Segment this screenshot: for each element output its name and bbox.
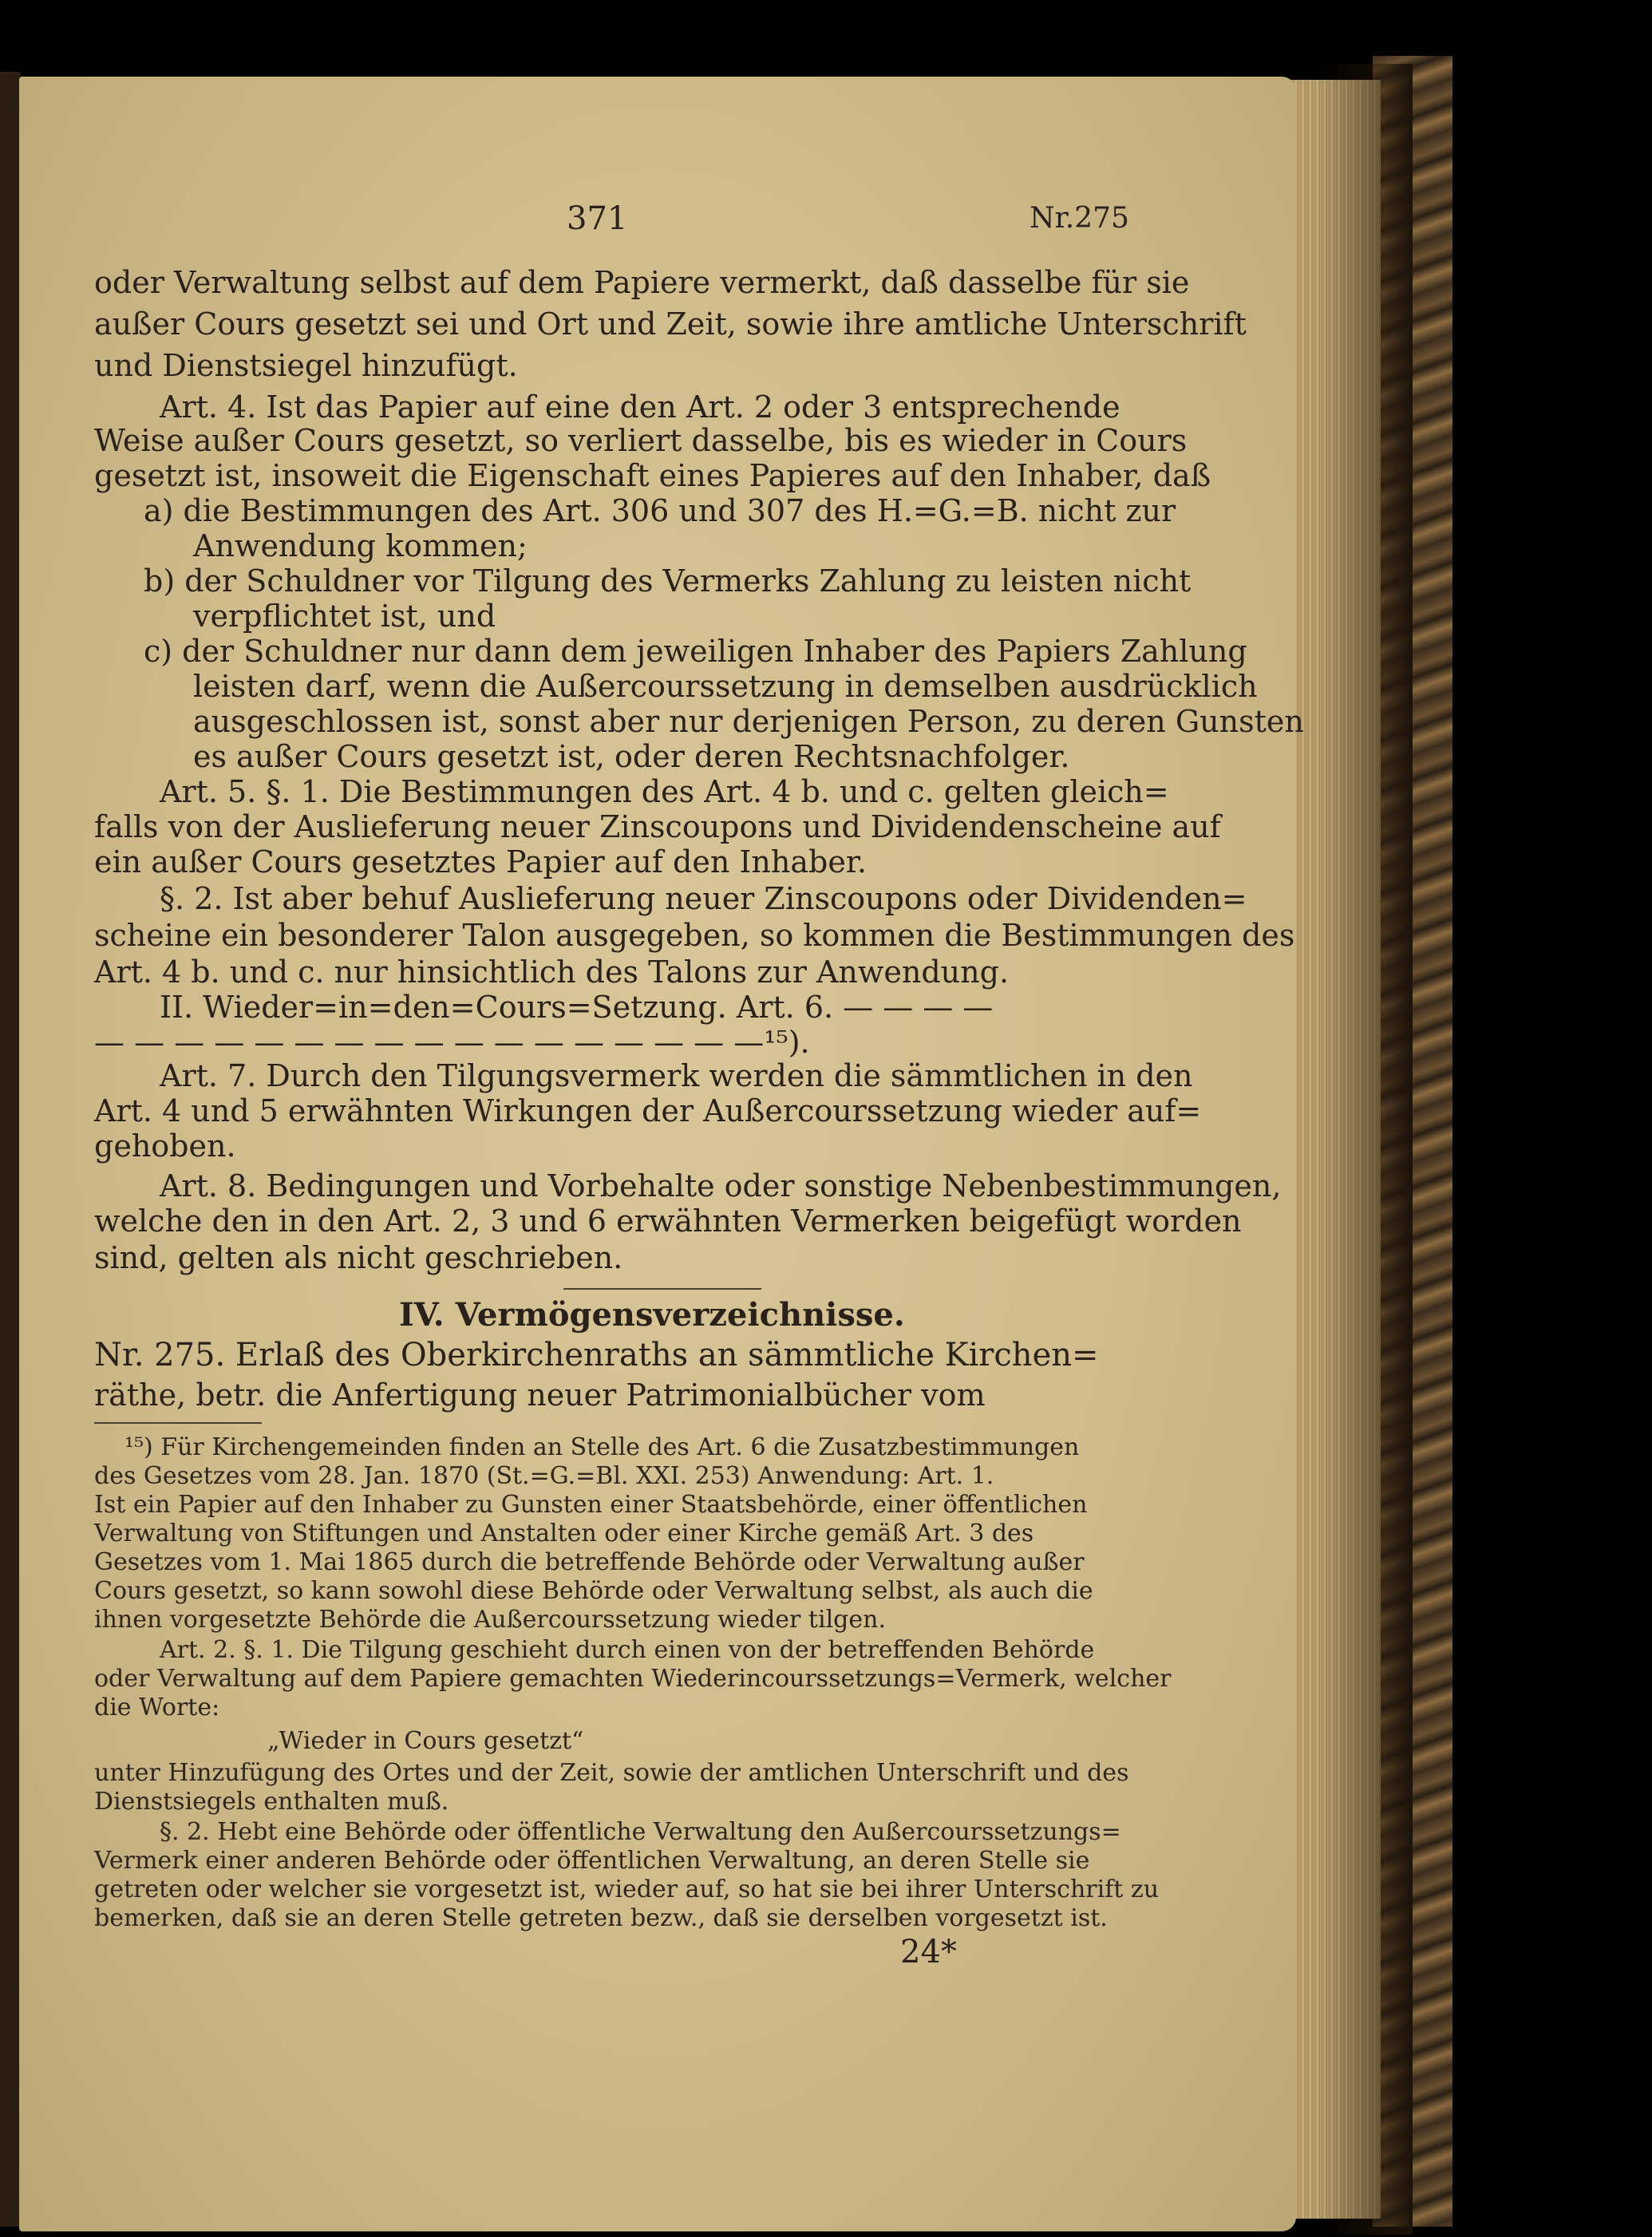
footnote-line: die Worte: bbox=[94, 1694, 220, 1721]
footnote-line: des Gesetzes vom 28. Jan. 1870 (St.=G.=Bl. XXI. 253) Anwendung: Art. 1. bbox=[94, 1462, 994, 1490]
body-line: oder Verwaltung selbst auf dem Papiere vermerkt, daß dasselbe für sie bbox=[94, 265, 1190, 300]
footnote-line: Verwaltung von Stiftungen und Anstalten oder einer Kirche gemäß Art. 3 des bbox=[94, 1520, 1034, 1547]
body-line: falls von der Auslieferung neuer Zinscoupons und Dividendenscheine auf bbox=[94, 809, 1221, 844]
list-item: c) der Schuldner nur dann dem jeweiligen Inhaber des Papiers Zahlung bbox=[144, 634, 1247, 669]
body-line: Art. 4 und 5 erwähnten Wirkungen der Außercourssetzung wieder auf= bbox=[94, 1093, 1202, 1128]
footnote-line: Gesetzes vom 1. Mai 1865 durch die betreffende Behörde oder Verwaltung außer bbox=[94, 1548, 1085, 1576]
body-line: Art. 4 b. und c. nur hinsichtlich des Talons zur Anwendung. bbox=[94, 954, 1010, 990]
body-line: scheine ein besonderer Talon ausgegeben, so kommen die Bestimmungen des bbox=[94, 918, 1295, 953]
spine-shadow bbox=[1317, 64, 1413, 2235]
list-item-continuation: Anwendung kommen; bbox=[193, 528, 528, 563]
list-item-continuation: ausgeschlossen ist, sonst aber nur derjenigen Person, zu deren Gunsten bbox=[193, 704, 1304, 739]
list-item: b) der Schuldner vor Tilgung des Vermerks Zahlung zu leisten nicht bbox=[144, 563, 1192, 599]
body-line: — — — — — — — — — — — — — — — — —¹⁵). bbox=[94, 1025, 810, 1060]
footnote-line: Art. 2. §. 1. Die Tilgung geschieht durch einen von der betreffenden Behörde bbox=[160, 1636, 1095, 1664]
body-line: Art. 8. Bedingungen und Vorbehalte oder sonstige Nebenbestimmungen, bbox=[160, 1168, 1282, 1203]
section-heading: IV. Vermögensverzeichnisse. bbox=[399, 1296, 905, 1334]
list-item-continuation: es außer Cours gesetzt ist, oder deren Rechtsnachfolger. bbox=[193, 739, 1070, 774]
footnote-line: getreten oder welcher sie vorgesetzt ist, wieder auf, so hat sie bei ihrer Unterschrift zu bbox=[94, 1875, 1160, 1903]
body-line: und Dienstsiegel hinzufügt. bbox=[94, 348, 518, 383]
body-line: sind, gelten als nicht geschrieben. bbox=[94, 1240, 623, 1275]
footnote-quote: „Wieder in Cours gesetzt“ bbox=[267, 1727, 584, 1755]
footnote-line: oder Verwaltung auf dem Papiere gemachten Wiederincourssetzungs=Vermerk, welcher bbox=[94, 1665, 1172, 1693]
body-line: außer Cours gesetzt sei und Ort und Zeit, sowie ihre amtliche Unterschrift bbox=[94, 306, 1247, 342]
footnote-line: ihnen vorgesetzte Behörde die Außercourssetzung wieder tilgen. bbox=[94, 1606, 886, 1634]
footnote-line: ¹⁵) Für Kirchengemeinden finden an Stelle des Art. 6 die Zusatzbestimmungen bbox=[124, 1433, 1080, 1461]
footnote-line: bemerken, daß sie an deren Stelle getreten bezw., daß sie derselben vorgesetzt ist. bbox=[94, 1904, 1108, 1932]
body-line: gehoben. bbox=[94, 1128, 236, 1164]
footnote-line: Ist ein Papier auf den Inhaber zu Gunsten einer Staatsbehörde, einer öffentlichen bbox=[94, 1491, 1088, 1519]
decree-title-line: räthe, betr. die Anfertigung neuer Patrimonialbücher vom bbox=[94, 1377, 986, 1413]
footnote-line: unter Hinzufügung des Ortes und der Zeit, sowie der amtlichen Unterschrift und des bbox=[94, 1759, 1129, 1787]
list-item-continuation: leisten darf, wenn die Außercourssetzung in demselben ausdrücklich bbox=[193, 669, 1258, 704]
body-line: Weise außer Cours gesetzt, so verliert dasselbe, bis es wieder in Cours bbox=[94, 423, 1188, 458]
body-line: Art. 5. §. 1. Die Bestimmungen des Art. 4 b. und c. gelten gleich= bbox=[160, 774, 1169, 809]
page-number: 371 bbox=[567, 200, 628, 237]
body-line: welche den in den Art. 2, 3 und 6 erwähnten Vermerken beigefügt worden bbox=[94, 1203, 1242, 1239]
section-divider bbox=[563, 1288, 761, 1290]
footnote-line: §. 2. Hebt eine Behörde oder öffentliche Verwaltung den Außercourssetzungs= bbox=[160, 1818, 1121, 1846]
list-item: a) die Bestimmungen des Art. 306 und 307 des H.=G.=B. nicht zur bbox=[144, 493, 1176, 528]
footnote-divider bbox=[94, 1422, 262, 1424]
footnote-line: Vermerk einer anderen Behörde oder öffentlichen Verwaltung, an deren Stelle sie bbox=[94, 1847, 1090, 1875]
body-line: §. 2. Ist aber behuf Auslieferung neuer Zinscoupons oder Dividenden= bbox=[160, 881, 1247, 916]
footnote-line: Dienstsiegels enthalten muß. bbox=[94, 1788, 449, 1816]
signature-mark: 24* bbox=[900, 1934, 957, 1970]
decree-title-line: Nr. 275. Erlaß des Oberkirchenraths an sämmtliche Kirchen= bbox=[94, 1337, 1099, 1373]
body-line: gesetzt ist, insoweit die Eigenschaft eines Papieres auf den Inhaber, daß bbox=[94, 458, 1211, 493]
footnote-line: Cours gesetzt, so kann sowohl diese Behörde oder Verwaltung selbst, als auch die bbox=[94, 1577, 1093, 1605]
body-line: Art. 7. Durch den Tilgungsvermerk werden die sämmtlichen in den bbox=[160, 1058, 1193, 1093]
document-number: Nr.275 bbox=[1030, 202, 1129, 235]
body-line: ein außer Cours gesetztes Papier auf den Inhaber. bbox=[94, 844, 867, 879]
body-line: Art. 4. Ist das Papier auf eine den Art. 2 oder 3 entsprechende bbox=[160, 389, 1120, 425]
book-cover-left bbox=[0, 72, 21, 2227]
list-item-continuation: verpflichtet ist, und bbox=[193, 599, 496, 634]
body-line: II. Wieder=in=den=Cours=Setzung. Art. 6. — — — — bbox=[160, 990, 994, 1025]
